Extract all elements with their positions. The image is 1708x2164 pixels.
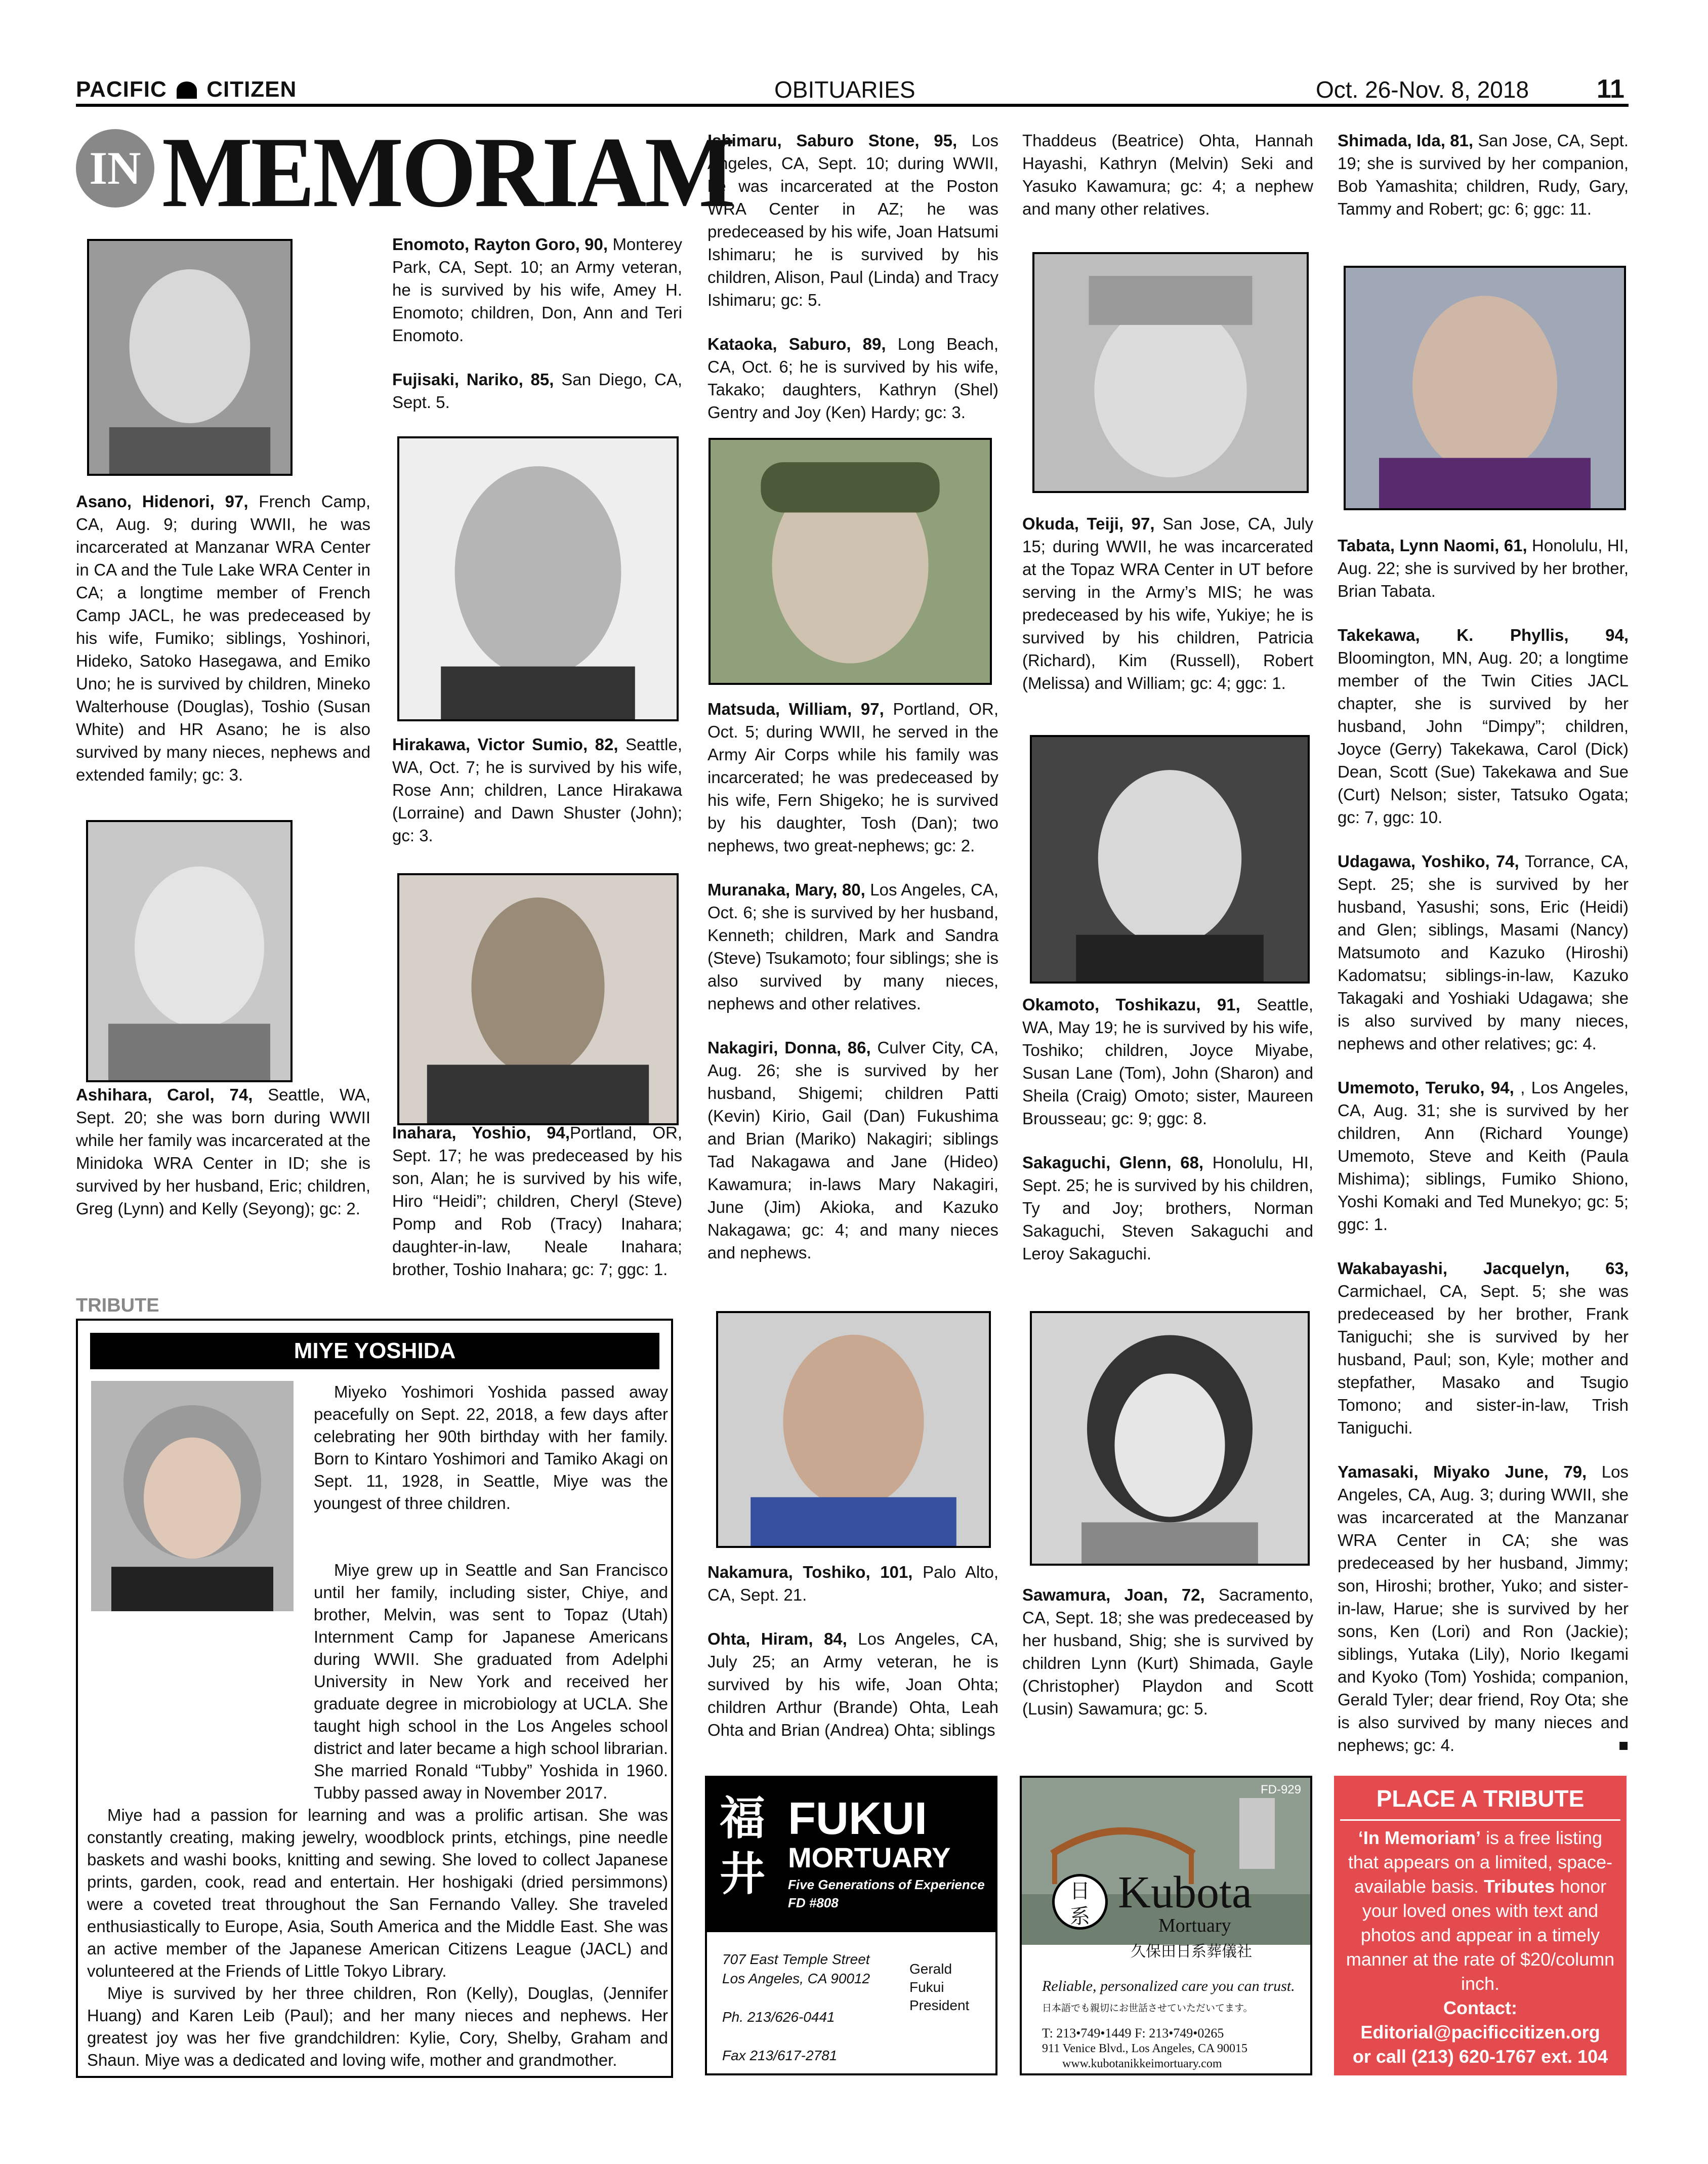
obit-yamasaki — [1338, 1460, 1629, 1757]
tribute-label: TRIBUTE — [76, 1295, 159, 1316]
tribute-p4: Miye is survived by her three children, Ron (Kelly), Douglas, (Jennifer Huang) and Karen Leib (Paul); and her many nieces and nephews. Her greatest joy was her five grandchildren: Kylie, Cory, Shelby, Graham and Shaun. Miye was a dedicated and loving wife, mother and grandmother. — [87, 1984, 668, 2069]
obit-column-3c — [707, 1561, 998, 1763]
obit-name: Ishimaru, Saburo Stone, 95, — [707, 131, 957, 150]
obit-text: Seattle, WA, Sept. 20; she was born during WWII while her family was incarcerated at the Minidoka WRA Center in ID; she is survived by her husband, Eric; children, Greg (Lynn) and Kelly (Seyong); gc: 2. — [76, 1085, 370, 1218]
tribute-p3: Miye had a passion for learning and was a prolific artisan. She was constantly creating, making jewelry, woodblock prints, etchings, pine needle baskets and washi books, knitting and sewing. She loved to collect Japanese prints, garden, cook, read and entertain. Her hoshigaki (dried persimmons) were a coveted treat throughout the San Fernando Valley. She traveled enthusiastically to Europe, Asia, South America and the Middle East. She was an active member of the Japanese American Citizens League (JACL) and volunteered at the Friends of Little Tokyo Library. — [87, 1806, 668, 1980]
obit-text: San Diego, CA, Sept. 5. — [392, 370, 683, 412]
place-tribute-text2: honor your loved ones with text and photos and appear in a timely manner at the rate of $20/column inch. — [1346, 1876, 1615, 1994]
obit-shimada — [1338, 129, 1629, 220]
place-tribute-in-memoriam: ‘In Memoriam’ — [1358, 1827, 1481, 1848]
obit-name: Sawamura, Joan, 72, — [1022, 1585, 1205, 1604]
obit-text: French Camp, CA, Aug. 9; during WWII, he was incarcerated at Manzanar WRA Center in CA and the Tule Lake WRA Center in CA; a longtime member of French Camp JACL, he was predeceased by his wife, Fumiko; siblings, Yoshinori, Hideko, Satoko Hasegawa, and Emiko Uno; he is survived by children, Mineko Walterhouse (Douglas), Toshio (Susan White) and HR Asano; he is also survived by many nieces, nephews and extended family; gc: 3. — [76, 492, 370, 784]
obit-column-5 — [1338, 129, 1629, 241]
obit-text: Long Beach, CA, Oct. 6; he is survived by his wife, Takako; daughters, Kathryn (Shel) Gentry and Joy (Ken) Hardy; gc: 3. — [707, 335, 998, 422]
obit-sawamura — [1022, 1583, 1313, 1720]
tribute-p2: Miye grew up in Seattle and San Francisco until her family, including sister, Chiye, and brother, Melvin, was sent to Topaz (Utah) Internment Camp for Japanese Americans during WWII. She graduated from Adelphi University in New York and received her graduate degree in microbiology at UCLA. She taught high school in the Los Angeles school district and later became a high school librarian. She married Ronald “Tubby” Yoshida in 1960. Tubby passed away in November 2017. — [314, 1561, 668, 1802]
obit-text: Thaddeus (Beatrice) Ohta, Hannah Hayashi, Kathryn (Melvin) Seki and Yasuko Kawamura; gc: 4; a nephew and many other relatives. — [1022, 131, 1313, 218]
obit-name: Enomoto, Rayton Goro, 90, — [392, 235, 608, 254]
obit-text: Seattle, WA, Oct. 7; he is survived by his wife, Rose Ann; children, Lance Hirakawa (Lorraine) and Dawn Shuster (John); gc: 3. — [392, 735, 683, 845]
place-tribute-body — [1334, 1821, 1627, 2069]
obit-column-4 — [1022, 129, 1313, 241]
kubota-mortuary-ad[interactable] — [1020, 1776, 1312, 2075]
obit-nakagiri — [707, 1036, 998, 1264]
photo-asano — [87, 239, 293, 476]
fukui-president — [909, 1960, 969, 2015]
obit-name: Ohta, Hiram, 84, — [707, 1629, 847, 1648]
fukui-name: FUKUI — [788, 1793, 927, 1844]
obit-takekawa — [1338, 624, 1629, 829]
obit-text: Palo Alto, CA, Sept. 21. — [707, 1563, 998, 1604]
section-name: OBITUARIES — [774, 76, 915, 103]
fukui-contact — [722, 1950, 870, 2065]
obit-column-1b — [76, 1083, 370, 1241]
header-rule — [76, 104, 1629, 107]
obit-name: Tabata, Lynn Naomi, 61, — [1338, 536, 1527, 555]
obit-udagawa — [1338, 850, 1629, 1055]
fukui-fd: FD #808 — [788, 1895, 839, 1910]
obit-name: Kataoka, Saburo, 89, — [707, 335, 886, 353]
place-tribute-tributes: Tributes — [1484, 1876, 1555, 1897]
obit-column-2 — [392, 233, 682, 435]
obit-ashihara — [76, 1083, 370, 1220]
tribute-intro — [314, 1381, 668, 1515]
memoriam-in-badge: IN — [76, 129, 154, 208]
obit-kataoka — [707, 333, 998, 424]
obit-name: Asano, Hidenori, 97, — [76, 492, 248, 511]
obit-column-4b — [1022, 512, 1313, 716]
kubota-jp-slogan: 日本語でも親切にお世話させていただいてます。 — [1042, 2003, 1253, 2014]
obit-name: Ashihara, Carol, 74, — [76, 1085, 253, 1104]
obit-matsuda — [707, 698, 998, 857]
obit-column-4d — [1022, 1583, 1313, 1741]
fukui-address1: 707 East Temple Street — [722, 1951, 870, 1967]
obit-name: Umemoto, Teruko, 94, — [1338, 1078, 1514, 1097]
obit-text: Portland, OR, Oct. 5; during WWII, he served in the Army Air Corps while his family was incarcerated; he was predeceased by his wife, Fern Shigeko; he is survived by his daughter, Tosh (Dan); two nephews, two great-nephews; gc: 2. — [707, 700, 998, 855]
obit-text: Bloomington, MN, Aug. 20; a longtime member of the Twin Cities JACL chapter, she is survived by her husband, John “Dimpy”; children, Joyce (Gerry) Takekawa, Carol (Dick) Dean, Scott (Sue) Takekawa and Sue (Curt) Nelson; sister, Tatsuko Ogata; gc: 7, ggc: 10. — [1338, 648, 1629, 827]
obit-sakaguchi — [1022, 1151, 1313, 1265]
obit-text: Portland, OR, Sept. 17; he was predeceased by his son, Alan; he is survived by his wife, Hiro “Heidi”; children, Cheryl (Steve) Pomp and Rob (Tracy) Inahara; daughter-in-law, Neale Inahara; brother, Toshio Inahara; gc: 7; ggc: 1. — [392, 1123, 682, 1279]
obit-tabata — [1338, 534, 1629, 602]
obit-nakamura — [707, 1561, 998, 1606]
obit-text: Torrance, CA, Sept. 25; she is survived by her husband, Yasushi; sons, Eric (Heidi) and Glen; siblings, Masami (Nancy) Matsumoto and Kazuko (Hiroshi) Kadomatsu; siblings-in-law, Kazuko Takagaki and Yoshiaki Udagawa; she is also survived by many nieces, nephews and other relatives; gc: 4. — [1338, 852, 1629, 1053]
obit-text: Los Angeles, CA, Oct. 6; she is survived by her husband, Kenneth; children, Mark and Sandra (Steve) Tsukamoto; four siblings; she is also survived by many nieces, nephews and other relatives. — [707, 880, 999, 1013]
place-tribute-text1: is a free listing that appears on a limited, space-available basis. — [1348, 1827, 1613, 1897]
obit-name: Udagawa, Yoshiko, 74, — [1338, 852, 1519, 871]
obit-hirakawa — [392, 733, 682, 847]
end-mark-icon: ■ — [1618, 1736, 1629, 1754]
place-tribute-box[interactable] — [1334, 1776, 1627, 2075]
obit-column-5b — [1338, 534, 1629, 1778]
photo-okuda — [1032, 252, 1309, 493]
obit-column-3b — [707, 698, 998, 1285]
kubota-name: Kubota — [1118, 1867, 1252, 1917]
tribute-name: MIYE YOSHIDA — [90, 1333, 659, 1369]
obit-text: Sacramento, CA, Sept. 18; she was predeceased by her husband, Shig; she is survived by children Lynn (Kurt) Shimada, Gayle (Christopher) Playdon and Scott (Lusin) Sawamura; gc: 5. — [1022, 1585, 1313, 1718]
photo-ashihara — [86, 820, 293, 1082]
photo-nakamura — [716, 1311, 991, 1548]
masthead-logo-icon — [177, 81, 197, 99]
place-tribute-email[interactable]: Editorial@pacificcitizen.org — [1360, 2022, 1600, 2043]
fukui-address2: Los Angeles, CA 90012 — [722, 1971, 870, 1986]
memoriam-title: MEMORIAM — [162, 116, 733, 229]
obit-name: Wakabayashi, Jacquelyn, 63, — [1338, 1259, 1629, 1278]
obit-name: Sakaguchi, Glenn, 68, — [1022, 1153, 1204, 1172]
place-tribute-phone[interactable]: or call (213) 620-1767 ext. 104 — [1352, 2046, 1608, 2067]
obit-name: Yamasaki, Miyako June, 79, — [1338, 1462, 1587, 1481]
obit-text: Los Angeles, CA, Aug. 3; during WWII, she was incarcerated at the Manzanar WRA Center in CA; she was predeceased by her husband, Jimmy; son, Hiroshi; brother, Yuko; and sister-in-law, Harue; she is survived by her sons, Ken (Lori) and Ron (Jackie); siblings, Yutaka (Lily), Norio Ikegami and Kyoko (Tom) Yoshida; companion, Gerald Tyler; dear friend, Roy Ota; she is also survived by many nieces and nephews; gc: 4. — [1338, 1462, 1629, 1754]
fukui-phone[interactable]: Ph. 213/626-0441 — [722, 2009, 835, 2025]
obit-muranaka — [707, 878, 998, 1015]
page-number: 11 — [1597, 74, 1624, 104]
obit-name: Matsuda, William, 97, — [707, 700, 884, 718]
kubota-sub: Mortuary — [1158, 1915, 1231, 1936]
fukui-sub: MORTUARY — [788, 1842, 951, 1873]
obit-text: San Jose, CA, Sept. 19; she is survived by her companion, Bob Yamashita; children, Rudy, Gary, Tammy and Robert; gc: 6; ggc: 11. — [1338, 131, 1629, 218]
kubota-fd: FD-929 — [1260, 1783, 1301, 1796]
obit-fujisaki — [392, 368, 682, 414]
place-tribute-title: PLACE A TRIBUTE — [1376, 1785, 1585, 1812]
obit-text: Monterey Park, CA, Sept. 10; an Army veteran, he is survived by his wife, Amey H. Enomoto; children, Don, Ann and Teri Enomoto. — [392, 235, 683, 345]
kubota-logo-kanji: 日系 — [1070, 1880, 1090, 1928]
fukui-person-last: Fukui — [909, 1979, 944, 1995]
fukui-mortuary-ad[interactable] — [705, 1776, 997, 2075]
obit-enomoto — [392, 233, 682, 347]
kubota-slogan: Reliable, personalized care you can trust. — [1042, 1978, 1295, 1994]
tribute-p1: Miyeko Yoshimori Yoshida passed away peacefully on Sept. 22, 2018, a few days after celebrating her 90th birthday with her family. Born to Kintaro Yoshimori and Tamiko Akagi on Sept. 11, 1928, in Seattle, Miye was the youngest of three children. — [314, 1382, 668, 1513]
masthead — [76, 77, 297, 102]
photo-inahara — [397, 873, 679, 1125]
place-tribute-contact: Contact: — [1443, 1997, 1517, 2018]
obit-ohta-hiram — [707, 1627, 998, 1741]
obit-name: Nakagiri, Donna, 86, — [707, 1038, 871, 1057]
obit-column-2b — [392, 733, 682, 868]
obit-inahara — [392, 1121, 682, 1281]
obit-name: Nakamura, Toshiko, 101, — [707, 1563, 913, 1581]
kubota-jp-name: 久保田日系葬儀社 — [1131, 1943, 1252, 1961]
obit-asano — [76, 490, 370, 786]
obit-name: Inahara, Yoshio, 94, — [392, 1123, 570, 1142]
obit-umemoto — [1338, 1076, 1629, 1236]
obit-ohta-cont — [1022, 129, 1313, 220]
obit-okamoto — [1022, 993, 1313, 1130]
kubota-address: 911 Venice Blvd., Los Angeles, CA 90015 — [1042, 2042, 1247, 2055]
obit-text: Carmichael, CA, Sept. 5; she was predeceased by her brother, Frank Taniguchi; she is survived by her husband, Paul; son, Kyle; mother and stepfather, Masako and Tsugio Tomono; and sister-in-law, Trish Taniguchi. — [1338, 1282, 1629, 1437]
issue-date: Oct. 26-Nov. 8, 2018 — [1316, 76, 1529, 103]
obit-name: Okuda, Teiji, 97, — [1022, 514, 1155, 533]
fukui-tagline: Five Generations of Experience — [788, 1877, 985, 1892]
obit-text: , Los Angeles, CA, Aug. 31; she is survived by her children, Ann (Richard Younge) Umemoto, Steve and Keith (Paula Mishima); siblings, Fumiko Shiono, Yoshi Komaki and Ted Munekyo; gc: 5; ggc: 1. — [1338, 1078, 1629, 1234]
obit-text: Los Angeles, CA, Sept. 10; during WWII, he was incarcerated at the Poston WRA Center in AZ; he was predeceased by his wife, Joan Hatsumi Ishimaru; he is survived by his children, Alison, Paul (Linda) and Tracy Ishimaru; gc: 5. — [707, 131, 999, 309]
kubota-web[interactable]: www.kubotanikkeimortuary.com — [1062, 2057, 1222, 2070]
kubota-logo — [1052, 1874, 1108, 1930]
obit-column-2c — [392, 1121, 682, 1302]
obit-name: Takekawa, K. Phyllis, 94, — [1338, 626, 1629, 644]
fukui-person-title: President — [909, 1997, 970, 2013]
obit-text: San Jose, CA, July 15; during WWII, he was incarcerated at the Topaz WRA Center in UT before serving in the Army’s MIS; he was predeceased by his wife, Yukiye; he is survived by his children, Patricia (Richard), Kim (Russell), Robert (Melissa) and William; gc: 4; ggc: 1. — [1022, 514, 1313, 692]
masthead-left: PACIFIC — [76, 77, 167, 102]
obit-okuda — [1022, 512, 1313, 695]
obit-text: Culver City, CA, Aug. 26; she is survived by her husband, Shigemi; children Patti (Kevin) Kirio, Gail (Dan) Fukushima and Brian (Mariko) Nakagiri; siblings Tad Nakagawa and Jane (Hideo) Kawamura; in-laws Mary Nakagiri, June (Jim) Akioka, and Kazuko Nakagawa; gc: 4; and many nieces and nephews. — [707, 1038, 998, 1262]
obit-text: Los Angeles, CA, July 25; an Army veteran, he is survived by his wife, Joan Ohta; children Arthur (Brande) Ohta, Leah Ohta and Brian (Andrea) Ohta; siblings — [707, 1629, 998, 1739]
photo-okamoto — [1030, 735, 1310, 984]
photo-hirakawa — [397, 436, 679, 721]
obit-text: Honolulu, HI, Sept. 25; he is survived by his children, Ty and Joy; brothers, Norman Sakaguchi, Steven Sakaguchi and Leroy Sakaguchi. — [1022, 1153, 1313, 1263]
obit-column-3 — [707, 129, 998, 445]
fukui-kanji: 福井 — [720, 1791, 765, 1901]
fukui-fax: Fax 213/617-2781 — [722, 2048, 838, 2063]
photo-sawamura — [1030, 1311, 1310, 1566]
kubota-phones[interactable]: T: 213•749•1449 F: 213•749•0265 — [1042, 2026, 1224, 2040]
obit-column-1 — [76, 490, 370, 807]
photo-shimada — [1344, 266, 1626, 510]
obit-column-4c — [1022, 993, 1313, 1286]
masthead-right: CITIZEN — [206, 77, 297, 102]
obit-name: Muranaka, Mary, 80, — [707, 880, 865, 899]
obit-name: Okamoto, Toshikazu, 91, — [1022, 995, 1240, 1014]
obit-name: Shimada, Ida, 81, — [1338, 131, 1474, 150]
obit-text: Seattle, WA, May 19; he is survived by his wife, Toshiko; children, Joyce Miyabe, Susan Lane (Tom), John (Sharon) and Sheila (Craig) Omoto; sister, Maureen Brousseau; gc: 9; ggc: 8. — [1022, 995, 1314, 1128]
obit-ishimaru — [707, 129, 998, 311]
obit-text: Honolulu, HI, Aug. 22; she is survived by her brother, Brian Tabata. — [1338, 536, 1629, 600]
fukui-person-first: Gerald — [909, 1961, 952, 1977]
obit-wakabayashi — [1338, 1257, 1629, 1439]
photo-matsuda — [709, 438, 992, 685]
obit-name: Hirakawa, Victor Sumio, 82, — [392, 735, 618, 754]
obit-name: Fujisaki, Nariko, 85, — [392, 370, 554, 389]
tribute-body — [87, 1559, 668, 2071]
